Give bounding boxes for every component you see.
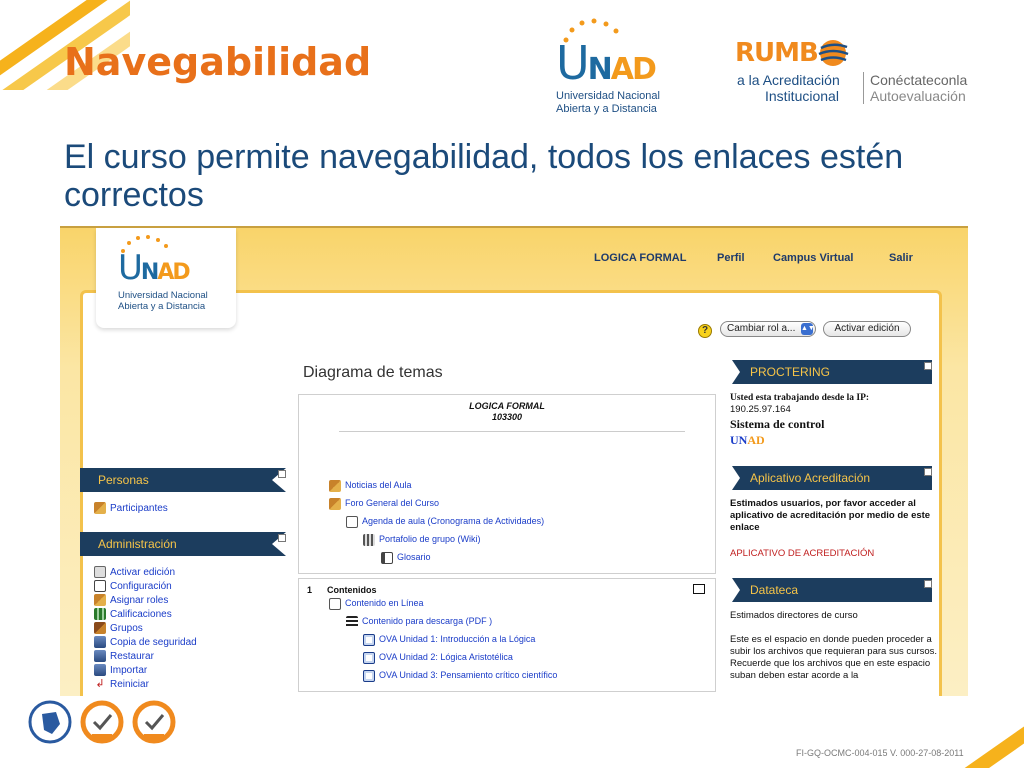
activity-contenido-linea[interactable]: Contenido en Línea bbox=[329, 597, 424, 610]
topic-name: Contenidos bbox=[327, 585, 377, 595]
activity-ova-3[interactable]: OVA Unidad 3: Pensamiento crítico científico bbox=[363, 669, 557, 682]
slide-body-text: El curso permite navegabilidad, todos los enlaces estén correctos bbox=[64, 138, 904, 214]
datateca-text: Este es el espacio en donde pueden proceder a subir los archivos que requieran para sus cursos. Recuerde que los archivos que en este espacio suban deben estar acorde a la bbox=[730, 634, 937, 681]
backup-icon bbox=[94, 636, 106, 648]
proctering-system: Sistema de control bbox=[730, 417, 825, 431]
course-screenshot bbox=[60, 226, 968, 696]
ova-icon bbox=[363, 670, 375, 682]
ova-icon bbox=[363, 652, 375, 664]
rumbo-wordmark: RUMB bbox=[735, 38, 818, 68]
users-icon bbox=[94, 502, 106, 514]
admin-importar[interactable]: Importar bbox=[94, 664, 147, 678]
block-administracion-header[interactable]: Administración bbox=[80, 532, 286, 556]
unad-logo bbox=[552, 18, 692, 118]
course-unad-logo[interactable]: UNAD Universidad Nacional Abierta y a Distancia bbox=[96, 228, 236, 328]
activity-contenido-pdf[interactable]: Contenido para descarga (PDF ) bbox=[346, 615, 492, 628]
topic-highlight-checkbox[interactable] bbox=[693, 584, 705, 594]
page-icon bbox=[346, 516, 358, 528]
import-icon bbox=[94, 664, 106, 676]
block-personas-header[interactable]: Personas bbox=[80, 468, 286, 492]
collapse-icon[interactable] bbox=[924, 580, 932, 588]
activity-noticias[interactable]: Noticias del Aula bbox=[329, 479, 412, 492]
admin-asignar-roles[interactable]: Asignar roles bbox=[94, 594, 168, 608]
collapse-icon[interactable] bbox=[924, 362, 932, 370]
help-icon[interactable]: ? bbox=[698, 324, 712, 338]
restore-icon bbox=[94, 650, 106, 662]
activate-editing-button[interactable]: Activar edición bbox=[823, 321, 911, 337]
collapse-icon[interactable] bbox=[278, 534, 286, 542]
activity-wiki[interactable]: Portafolio de grupo (Wiki) bbox=[363, 533, 481, 546]
settings-icon bbox=[94, 580, 106, 592]
slide-title: Navegabilidad bbox=[64, 40, 372, 84]
acreditacion-text: Estimados usuarios, por favor acceder al aplicativo de acreditación por medio de este enlace bbox=[730, 498, 931, 533]
activity-foro-general[interactable]: Foro General del Curso bbox=[329, 497, 439, 510]
activity-agenda[interactable]: Agenda de aula (Cronograma de Actividades) bbox=[346, 515, 544, 528]
proctering-ip: 190.25.97.164 bbox=[730, 404, 791, 415]
nav-salir[interactable]: Salir bbox=[889, 252, 913, 264]
grades-icon bbox=[94, 608, 106, 620]
block-datateca-header[interactable]: Datateca bbox=[732, 578, 932, 602]
nav-perfil[interactable]: Perfil bbox=[717, 252, 745, 264]
activity-glosario[interactable]: Glosario bbox=[381, 551, 431, 564]
link-participantes[interactable]: Participantes bbox=[94, 502, 168, 516]
admin-calificaciones[interactable]: Calificaciones bbox=[94, 608, 172, 622]
datateca-greeting: Estimados directores de curso bbox=[730, 610, 858, 621]
document-code: FI-GQ-OCMC-004-015 V. 000-27-08-2011 bbox=[796, 748, 964, 758]
admin-grupos[interactable]: Grupos bbox=[94, 622, 143, 636]
rumbo-acreditacion-logo: RUMB a la Acreditación Institucional Conéctateconla Autoevaluación bbox=[735, 38, 968, 104]
glossary-icon bbox=[381, 552, 393, 564]
reset-icon: ↲ bbox=[95, 678, 105, 691]
page-icon bbox=[329, 598, 341, 610]
unad-wordmark: UNAD bbox=[556, 36, 655, 90]
sgs-certification-icon bbox=[80, 700, 124, 744]
activity-ova-1[interactable]: OVA Unidad 1: Introducción a la Lógica bbox=[363, 633, 535, 646]
edit-icon bbox=[94, 566, 106, 578]
unad-subtitle: Universidad Nacional Abierta y a Distancia bbox=[556, 90, 660, 115]
activity-ova-2[interactable]: OVA Unidad 2: Lógica Aristotélica bbox=[363, 651, 513, 664]
sgs-certification-icon bbox=[132, 700, 176, 744]
block-acreditacion-header[interactable]: Aplicativo Acreditación bbox=[732, 466, 932, 490]
admin-configuracion[interactable]: Configuración bbox=[94, 580, 172, 594]
section-topic-1 bbox=[298, 578, 716, 692]
wiki-icon bbox=[363, 534, 375, 546]
section-general bbox=[298, 394, 716, 574]
pdf-icon bbox=[346, 616, 358, 628]
nav-campus-virtual[interactable]: Campus Virtual bbox=[773, 252, 854, 264]
forum-icon bbox=[329, 480, 341, 492]
proctering-brand: UNAD bbox=[730, 433, 765, 447]
course-name: LOGICA FORMAL bbox=[469, 401, 545, 411]
proctering-ip-label: Usted esta trabajando desde la IP: bbox=[730, 393, 870, 403]
nav-logica-formal[interactable]: LOGICA FORMAL bbox=[594, 252, 687, 264]
block-proctering-header[interactable]: PROCTERING bbox=[732, 360, 932, 384]
role-select[interactable]: Cambiar rol a... ▲▼ bbox=[720, 321, 816, 337]
globe-icon bbox=[813, 38, 853, 68]
page-heading: Diagrama de temas bbox=[303, 364, 443, 381]
admin-reiniciar[interactable]: ↲ Reiniciar bbox=[95, 678, 149, 691]
admin-copia-seguridad[interactable]: Copia de seguridad bbox=[94, 636, 197, 650]
collapse-icon[interactable] bbox=[924, 468, 932, 476]
forum-icon bbox=[329, 498, 341, 510]
ova-icon bbox=[363, 634, 375, 646]
topic-number: 1 bbox=[307, 585, 313, 595]
acreditacion-link[interactable]: APLICATIVO DE ACREDITACIÓN bbox=[730, 548, 875, 559]
chevron-updown-icon: ▲▼ bbox=[801, 323, 813, 335]
course-code: 103300 bbox=[491, 412, 523, 422]
roles-icon bbox=[94, 594, 106, 606]
colombia-seal-icon bbox=[28, 700, 72, 744]
collapse-icon[interactable] bbox=[278, 470, 286, 478]
logo-divider bbox=[863, 72, 864, 104]
admin-activar-edicion[interactable]: Activar edición bbox=[94, 566, 175, 580]
admin-restaurar[interactable]: Restaurar bbox=[94, 650, 154, 664]
groups-icon bbox=[94, 622, 106, 634]
